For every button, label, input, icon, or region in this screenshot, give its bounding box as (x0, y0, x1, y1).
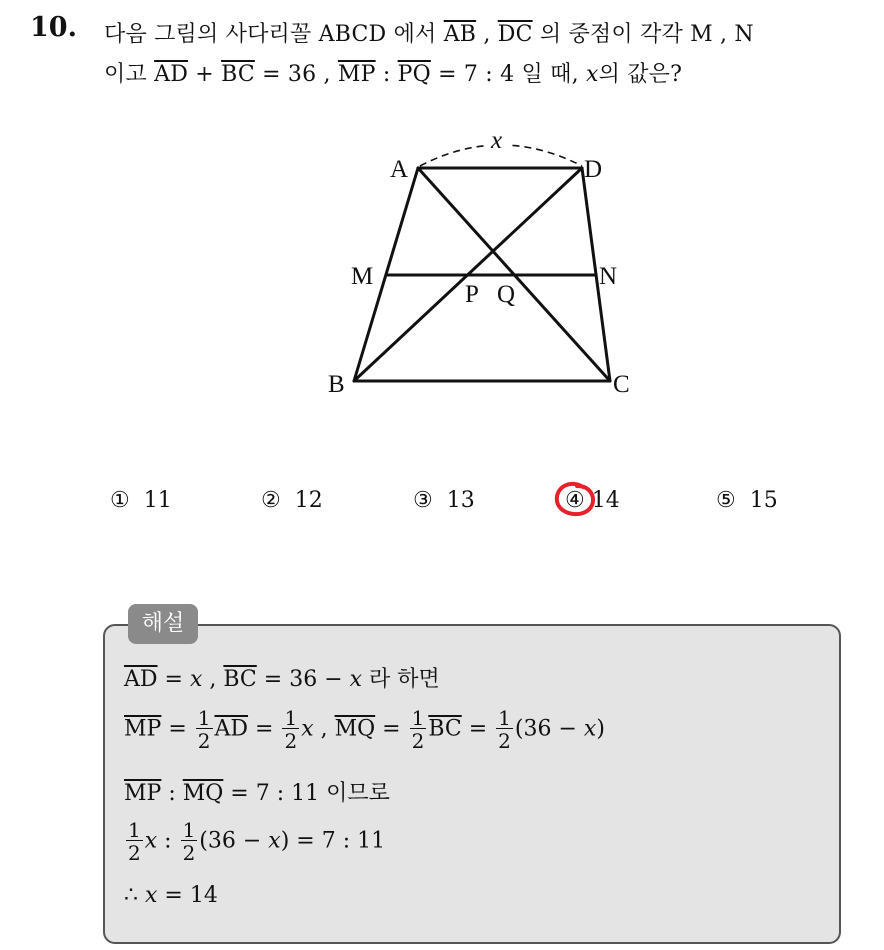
choice-5-value: 15 (749, 488, 778, 513)
numerator: 1 (128, 818, 141, 842)
separator: , (476, 22, 498, 47)
choice-3-value: 13 (446, 488, 475, 513)
segment-dc: $\overline{DC}$ (497, 22, 533, 47)
question-text-line-1 (104, 17, 754, 48)
numerator: 1 (498, 706, 511, 730)
variable-x: x (301, 716, 314, 742)
fraction-half (282, 708, 299, 751)
denominator: 2 (197, 729, 211, 753)
segment-bc: $\overline{BC}$ (428, 716, 462, 742)
fraction-half (410, 708, 427, 751)
choice-2-value: 12 (294, 488, 323, 513)
equation-text: = 36 , (254, 62, 338, 87)
segment-mp: $\overline{MP}$ (337, 62, 376, 87)
choice-4-mark: ④ (565, 488, 585, 513)
choice-4-value: 14 (591, 488, 620, 513)
label-b: B (328, 371, 345, 398)
denominator: 2 (498, 729, 511, 753)
fraction-half (126, 820, 143, 863)
ratio-colon: : (161, 781, 183, 806)
variable-x: x (349, 667, 363, 692)
choice-3[interactable] (413, 488, 475, 513)
question-text-line-2 (104, 57, 682, 88)
equation-text: = 14 (157, 883, 218, 908)
segment-mq: $\overline{MQ}$ (334, 716, 376, 742)
variable-x: x (583, 716, 597, 742)
segment-mp: $\overline{MP}$ (124, 716, 162, 742)
solution-line-4 (124, 820, 385, 863)
solution-text: = 7 : 11 이므로 (223, 781, 390, 806)
label-c: C (613, 371, 630, 398)
ratio-colon: : (157, 828, 179, 854)
ratio-value: = 7 : 4 일 때, (430, 62, 586, 87)
separator: , (313, 716, 335, 742)
choice-3-mark: ③ (413, 488, 433, 513)
trapezoid-diagram (320, 128, 650, 406)
plus-sign: + (188, 62, 222, 87)
label-d: D (584, 156, 603, 183)
solution-text: 라 하면 (362, 667, 440, 692)
question-text: 의 중점이 각각 M , N (532, 22, 754, 47)
equation-text: ) = 7 : 11 (280, 828, 386, 854)
question-text: 의 값은? (598, 62, 683, 87)
close-paren: ) (596, 716, 605, 742)
segment-mp: $\overline{MP}$ (124, 781, 162, 806)
variable-x: x (268, 828, 281, 854)
choice-1-mark: ① (110, 488, 130, 513)
therefore-symbol: ∴ (124, 883, 145, 908)
trapezoid-figure (320, 128, 650, 406)
numerator: 1 (284, 706, 298, 730)
equals: = (375, 716, 408, 742)
denominator: 2 (411, 729, 425, 753)
ratio-colon: : (375, 62, 398, 87)
numerator: 1 (411, 706, 425, 730)
equals: = (161, 716, 194, 742)
label-x: x (491, 127, 503, 154)
variable-x: x (144, 828, 158, 854)
paren-expr: (36 − (514, 716, 584, 742)
answer-choices (0, 488, 884, 522)
denominator: 2 (284, 729, 298, 753)
label-n: N (599, 263, 618, 290)
segment-pq: $\overline{PQ}$ (397, 62, 431, 87)
choice-2[interactable] (261, 488, 323, 513)
equation-text: = 36 − (256, 667, 350, 692)
label-a: A (390, 156, 409, 183)
numerator: 1 (197, 706, 211, 730)
segment-ad: $\overline{AD}$ (214, 716, 249, 742)
fraction-half (196, 708, 213, 751)
choice-5-mark: ⑤ (716, 488, 736, 513)
equals: = (461, 716, 495, 742)
question-text: 다음 그림의 사다리꼴 ABCD 에서 (104, 22, 444, 47)
segment-ad: $\overline{AD}$ (124, 667, 158, 692)
solution-line-1 (124, 662, 440, 693)
solution-line-2 (124, 708, 605, 751)
choice-1[interactable] (110, 488, 172, 513)
segment-bc: $\overline{BC}$ (221, 62, 255, 87)
question-text: 이고 (104, 62, 155, 87)
denominator: 2 (128, 841, 141, 865)
label-m: M (351, 263, 374, 290)
selected-answer-circle (553, 481, 597, 521)
separator: , (202, 667, 224, 692)
solution-line-3 (124, 776, 390, 807)
solution-label: 해설 (128, 604, 198, 644)
variable-x: x (585, 62, 599, 87)
denominator: 2 (182, 841, 196, 865)
choice-1-value: 11 (143, 488, 172, 513)
choice-2-mark: ② (261, 488, 281, 513)
segment-ab: $\overline{AB}$ (443, 22, 477, 47)
equals: = (248, 716, 281, 742)
segment-mq: $\overline{MQ}$ (182, 781, 224, 806)
label-q: Q (497, 281, 516, 308)
question-number: 10. (30, 12, 77, 43)
segment-ad: $\overline{AD}$ (154, 62, 189, 87)
numerator: 1 (182, 818, 196, 842)
variable-x: x (189, 667, 203, 692)
choice-5[interactable] (716, 488, 778, 513)
segment-bc: $\overline{BC}$ (223, 667, 257, 692)
fraction-half (181, 820, 198, 863)
label-p: P (465, 281, 479, 308)
solution-line-5 (124, 883, 218, 908)
fraction-half (496, 708, 513, 751)
equals: = (157, 667, 190, 692)
variable-x: x (145, 883, 158, 908)
paren-expr: (36 − (199, 828, 269, 854)
